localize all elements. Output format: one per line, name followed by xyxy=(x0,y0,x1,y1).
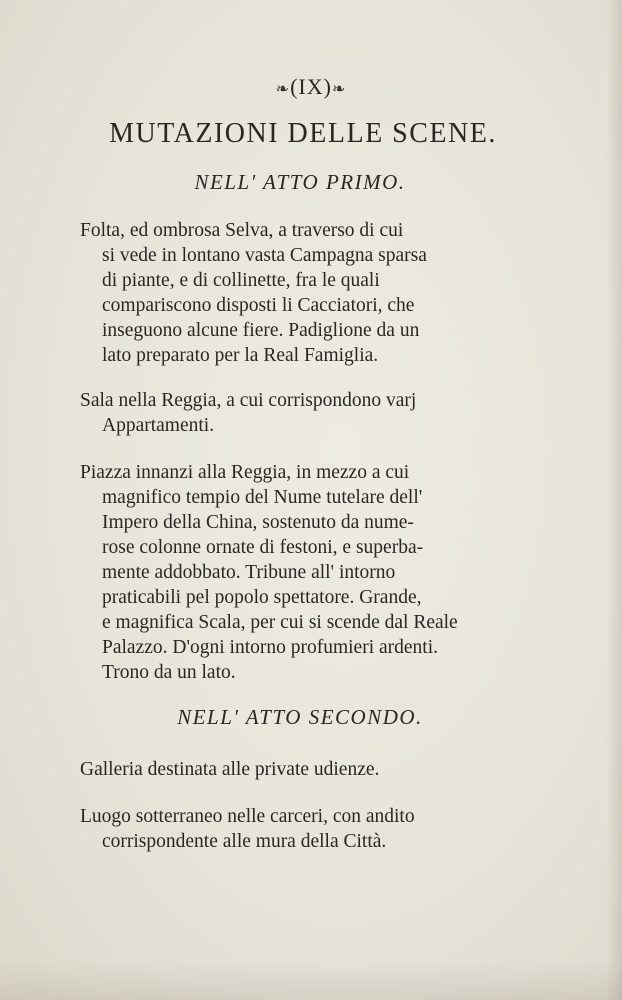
scene-description xyxy=(80,757,520,782)
text-line: Trono da un lato. xyxy=(102,662,236,683)
text-line: Impero della China, sostenuto da nume- xyxy=(102,512,414,533)
text-line: si vede in lontano vasta Campagna sparsa xyxy=(102,245,427,266)
scene-description xyxy=(80,218,520,368)
text-line: compariscono disposti li Cacciatori, che xyxy=(102,295,415,316)
text-line: Palazzo. D'ogni intorno profumieri ardenti. xyxy=(102,637,439,658)
page-number xyxy=(0,74,622,100)
scene-description xyxy=(80,804,520,854)
page-edge-shadow-bottom xyxy=(0,960,622,1000)
page-title: MUTAZIONI DELLE SCENE. xyxy=(109,118,497,149)
text-line: Galleria destinata alle private udienze. xyxy=(80,759,380,780)
act-one-heading: NELL' ATTO PRIMO. xyxy=(194,170,406,194)
text-line: Luogo sotterraneo nelle carceri, con andito xyxy=(80,806,415,827)
act-two-heading: NELL' ATTO SECONDO. xyxy=(177,705,423,729)
text-line: lato preparato per la Real Famiglia. xyxy=(102,345,379,366)
text-line: praticabili pel popolo spettatore. Grande, xyxy=(102,587,422,608)
scene-description xyxy=(80,388,520,438)
text-line: Piazza innanzi alla Reggia, in mezzo a cui xyxy=(80,462,410,483)
fleuron-right-icon: ❧ xyxy=(331,81,347,98)
text-line: Appartamenti. xyxy=(102,415,215,436)
text-line: Sala nella Reggia, a cui corrispondono varj xyxy=(80,390,417,411)
fleuron-left-icon: ❧ xyxy=(275,81,291,98)
text-line: corrispondente alle mura della Città. xyxy=(102,831,387,852)
page-edge-shadow-right xyxy=(606,0,622,1000)
text-line: di piante, e di collinette, fra le quali xyxy=(102,270,380,291)
text-line: magnifico tempio del Nume tutelare dell' xyxy=(102,487,423,508)
text-line: Folta, ed ombrosa Selva, a traverso di cui xyxy=(80,220,404,241)
scene-description xyxy=(80,460,520,685)
text-line: mente addobbato. Tribune all' intorno xyxy=(102,562,396,583)
page-number-label: (IX) xyxy=(290,74,332,99)
text-line: inseguono alcune fiere. Padiglione da un xyxy=(102,320,420,341)
text-line: e magnifica Scala, per cui si scende dal Reale xyxy=(102,612,458,633)
text-line: rose colonne ornate di festoni, e superba- xyxy=(102,537,424,558)
